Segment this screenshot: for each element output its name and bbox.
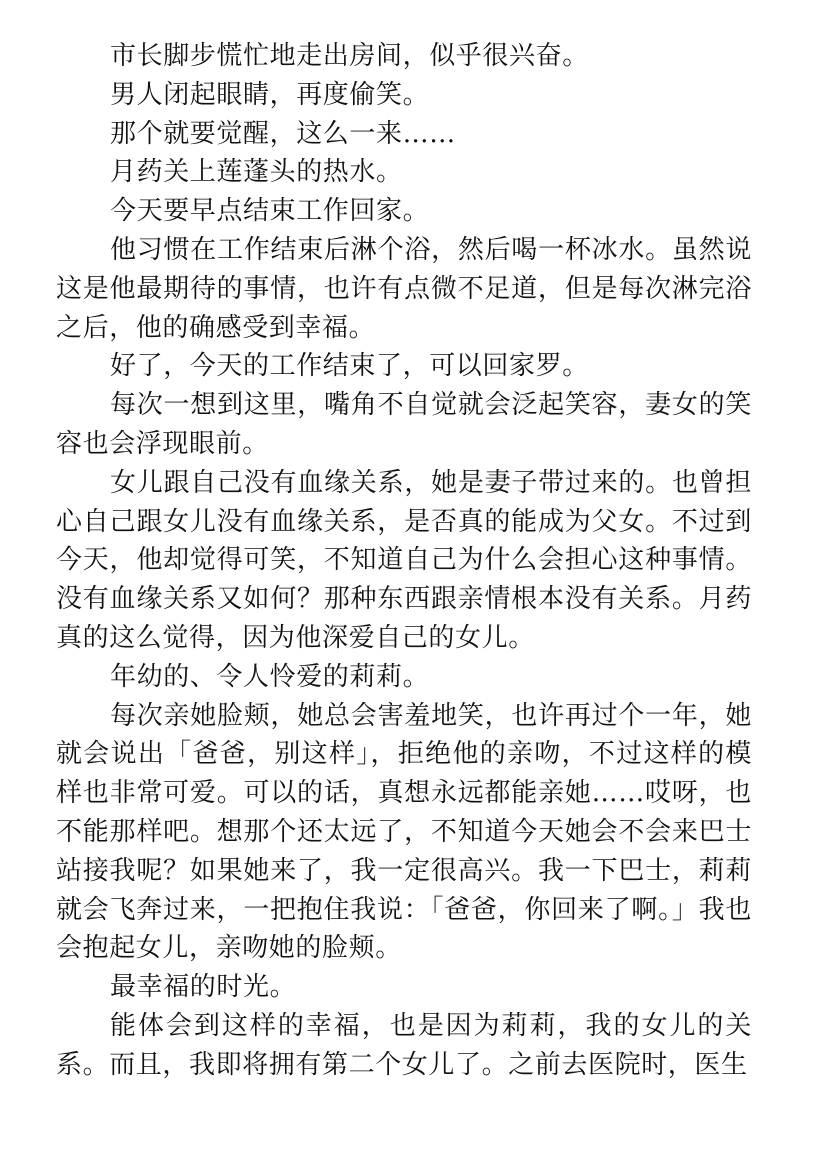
paragraph: 能体会到这样的幸福，也是因为莉莉，我的女儿的关系。而且，我即将拥有第二个女儿了。之前去医院时，医生 — [56, 1010, 752, 1080]
paragraph: 今天要早点结束工作回家。 — [110, 196, 430, 227]
paragraph: 女儿跟自己没有血缘关系，她是妻子带过来的。也曾担心自己跟女儿没有血缘关系，是否真的能成为父女。不过到今天，他却觉得可笑，不知道自己为什么会担心这种事情。没有血缘关系又如何？那种东西跟亲情根本没有关系。月药真的这么觉得，因为他深爱自己的女儿。 — [56, 467, 752, 653]
paragraph: 最幸福的时光。 — [110, 972, 297, 1003]
paragraph: 男人闭起眼睛，再度偷笑。 — [110, 79, 430, 110]
paragraph: 每次一想到这里，嘴角不自觉就会泛起笑容，妻女的笑容也会浮现眼前。 — [56, 390, 752, 459]
paragraph: 每次亲她脸颊，她总会害羞地笑，也许再过个一年，她就会说出「爸爸，别这样」，拒绝他的亲吻，不过这样的模样也非常可爱。可以的话，真想永远都能亲她……哎呀，也不能那样吧。想那个还太远了，不知道今天她会不会来巴士站接我呢？如果她来了，我一定很高兴。我一下巴士，莉莉就会飞奔过来，一把抱住我说：「爸爸，你回来了啊。」我也会抱起女儿，亲吻她的脸颊。 — [56, 700, 752, 964]
paragraph: 他习惯在工作结束后淋个浴，然后喝一杯冰水。虽然说这是他最期待的事情，也许有点微不足道，但是每次淋完浴之后，他的确感受到幸福。 — [56, 234, 752, 343]
paragraph: 月药关上莲蓬头的热水。 — [110, 157, 403, 188]
paragraph: 好了，今天的工作结束了，可以回家罗。 — [110, 351, 589, 382]
paragraph: 市长脚步慌忙地走出房间，似乎很兴奋。 — [110, 41, 589, 71]
paragraph: 那个就要觉醒，这么一来…… — [110, 118, 456, 149]
paragraph: 年幼的、令人怜爱的莉莉。 — [110, 661, 430, 692]
document-page — [56, 37, 752, 1085]
